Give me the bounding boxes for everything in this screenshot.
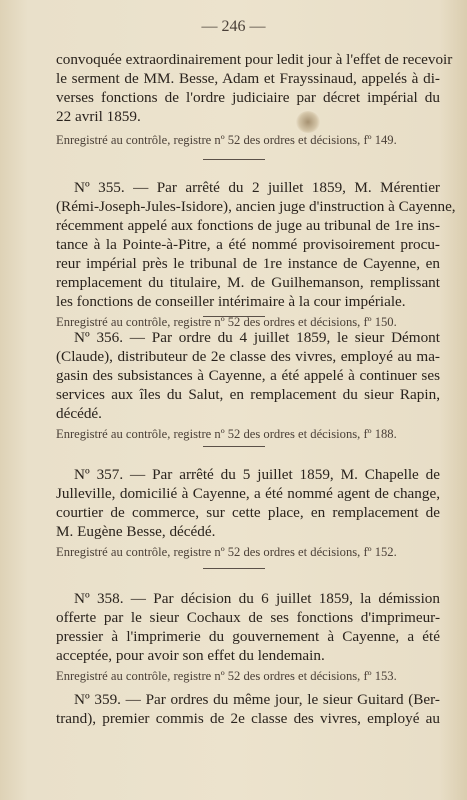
text-line: 22 avril 1859. (56, 108, 141, 125)
registration-note: Enregistré au contrôle, registre nº 52 des ordres et décisions, fº 152. (56, 545, 397, 559)
entry-358 (56, 589, 440, 684)
separator-rule (203, 316, 265, 317)
text-line: convoquée extraordinairement pour ledit jour à l'effet de recevoir (56, 51, 453, 68)
intro-paragraph (56, 50, 453, 148)
registration-note: Enregistré au contrôle, registre nº 52 des ordres et décisions, fº 149. (56, 133, 397, 147)
separator-rule (203, 568, 265, 569)
text-line: reur impérial près le tribunal de 1re instance de Cayenne, en (56, 255, 440, 272)
page-number: — 246 — (201, 18, 266, 35)
text-line: verses fonctions de l'ordre judiciaire par décret impérial du (56, 89, 440, 106)
text-line: tance à la Pointe-à-Pitre, a été nommé provisoirement procu- (56, 236, 440, 253)
text-line: pressier à l'imprimerie du gouvernement à Cayenne, a été (56, 628, 440, 645)
text-line: Nº 357. — Par arrêté du 5 juillet 1859, M. Chapelle de (74, 466, 440, 483)
text-line: offerte par le sieur Cochaux de ses fonctions d'imprimeur- (56, 609, 440, 626)
text-line: Julleville, domicilié à Cayenne, a été nommé agent de change, (56, 485, 440, 502)
registration-note: Enregistré au contrôle, registre nº 52 des ordres et décisions, fº 153. (56, 669, 397, 683)
text-line: (Claude), distributeur de 2e classe des vivres, employé au ma- (56, 348, 440, 365)
text-line: courtier de commerce, sur cette place, en remplacement de (56, 504, 440, 521)
text-line: remplacement du titulaire, M. de Guilhemanson, remplissant (56, 274, 440, 291)
text-line: Nº 356. — Par ordre du 4 juillet 1859, le sieur Démont (74, 329, 440, 346)
text-line: M. Eugène Besse, décédé. (56, 523, 216, 540)
separator-rule (203, 446, 265, 447)
text-line: les fonctions de conseiller intérimaire à la cour impériale. (56, 293, 406, 310)
text-line: Nº 355. — Par arrêté du 2 juillet 1859, M. Mérentier (74, 179, 440, 196)
text-line: Nº 359. — Par ordres du même jour, le sieur Guitard (Ber- (74, 691, 440, 708)
entry-357 (56, 465, 440, 560)
text-line: récemment appelé aux fonctions de juge au tribunal de 1re ins- (56, 217, 440, 234)
text-line: acceptée, pour avoir son effet du lendemain. (56, 647, 325, 664)
registration-note: Enregistré au contrôle, registre nº 52 des ordres et décisions, fº 188. (56, 427, 397, 441)
text-line: (Rémi-Joseph-Jules-Isidore), ancien juge d'instruction à Cayenne, (56, 198, 456, 215)
text-line: trand), premier commis de 2e classe des vivres, employé au (56, 710, 440, 727)
separator-rule (203, 159, 265, 160)
text-line: le serment de MM. Besse, Adam et Frayssinaud, appelés à di- (56, 70, 440, 87)
text-line: Nº 358. — Par décision du 6 juillet 1859, la démission (74, 590, 440, 607)
entry-359 (56, 690, 440, 728)
entry-356 (56, 328, 440, 442)
ink-stain (296, 111, 320, 133)
text-line: gasin des subsistances à Cayenne, a été appelé à continuer ses (56, 367, 440, 384)
entry-355 (56, 178, 456, 330)
registration-note: Enregistré au contrôle, registre nº 52 des ordres et décisions, fº 150. (56, 315, 397, 329)
text-line: décédé. (56, 405, 102, 422)
text-line: services aux îles du Salut, en remplacement du sieur Rapin, (56, 386, 440, 403)
